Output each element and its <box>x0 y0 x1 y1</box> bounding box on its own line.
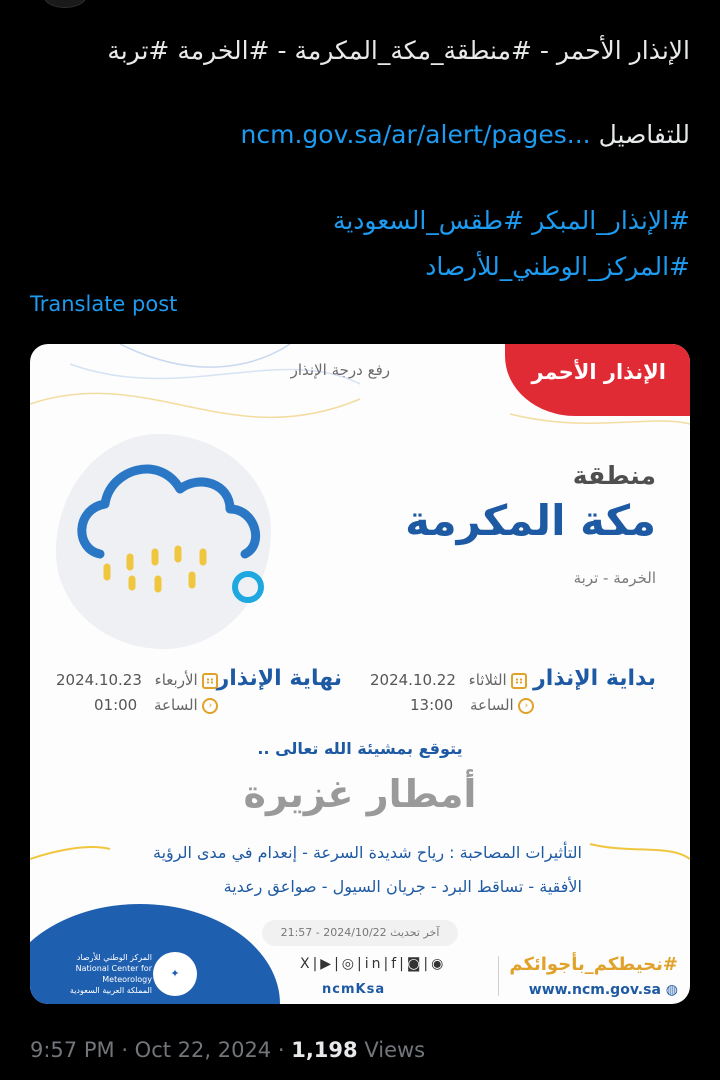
badge-label: الإنذار الأحمر <box>531 360 666 384</box>
end-date: 2024.10.23 <box>56 671 142 689</box>
hashtags-line-2[interactable]: #المركز_الوطني_للأرصاد <box>425 252 690 281</box>
calendar-icon <box>511 673 527 689</box>
end-date-row <box>56 671 218 689</box>
org-country: المملكة العربية السعودية <box>69 986 152 995</box>
end-time-label: الساعة <box>154 696 198 714</box>
globe-icon: ◍ <box>665 982 678 998</box>
calendar-icon <box>202 673 218 689</box>
clock-icon: › <box>518 698 534 714</box>
clock-icon: › <box>202 698 218 714</box>
social-handle: ncmKsa <box>322 982 386 997</box>
org-name-en: National Center for Meteorology <box>75 964 152 984</box>
start-date: 2024.10.22 <box>370 671 456 689</box>
effects-line-1: التأثيرات المصاحبة : رياح شديدة السرعة - إنعدام في مدى الرؤية <box>153 843 582 862</box>
raise-level-label: رفع درجة الإنذار <box>290 361 390 379</box>
expect-text: يتوقع بمشيئة الله تعالى .. <box>257 739 463 758</box>
tweet-details-line <box>241 120 690 149</box>
tweet-time[interactable]: 9:57 PM <box>30 1038 115 1062</box>
effects-line-2: الأفقية - تساقط البرد - جريان السيول - صواعق رعدية <box>223 877 582 896</box>
main-event: أمطار غزيرة <box>243 772 477 816</box>
website-text: www.ncm.gov.sa <box>528 982 661 998</box>
details-prefix: للتفاصيل <box>598 120 690 149</box>
last-updated-badge: آخر تحديث 2024/10/22 - 21:57 <box>262 920 458 946</box>
start-title: بداية الإنذار <box>533 666 656 691</box>
tweet-meta <box>30 1038 425 1062</box>
tweet-line-1: الإنذار الأحمر - #منطقة_مكة_المكرمة - #الخرمة #تربة <box>107 36 690 65</box>
alert-image-card[interactable] <box>30 344 690 1004</box>
translate-post-link[interactable]: Translate post <box>30 292 178 316</box>
org-name-ar: المركز الوطني للأرصاد <box>76 953 152 962</box>
end-time-row <box>94 696 218 714</box>
end-title: نهاية الإنذار <box>216 666 342 691</box>
avatar[interactable] <box>44 0 86 8</box>
website-label <box>529 982 678 998</box>
start-date-row <box>370 671 527 689</box>
hashtags-line-1[interactable]: #الإنذار_المبكر #طقس_السعودية <box>332 206 690 235</box>
start-day: الثلاثاء <box>468 671 507 689</box>
effects-text <box>112 836 582 904</box>
separator-dot: · <box>121 1038 135 1062</box>
start-time: 13:00 <box>410 696 454 714</box>
social-icons: X|▶|◎|in|f|◙|◉ <box>300 956 447 972</box>
brand-hashtag: #نحيطكم_بأجوائكم <box>509 954 678 975</box>
start-time-row <box>410 696 534 714</box>
end-time: 01:00 <box>94 696 138 714</box>
subregion: الخرمة - تربة <box>573 569 656 587</box>
end-day: الأربعاء <box>154 671 198 689</box>
views-label: Views <box>364 1038 426 1062</box>
divider <box>498 956 499 996</box>
views-count: 1,198 <box>291 1038 358 1062</box>
region-label: منطقة <box>572 461 656 490</box>
details-link[interactable]: ncm.gov.sa/ar/alert/pages... <box>240 120 591 149</box>
ncm-org-text <box>66 952 152 996</box>
region-name: مكة المكرمة <box>405 496 656 545</box>
separator-dot: · <box>277 1038 292 1062</box>
start-time-label: الساعة <box>470 696 514 714</box>
ncm-logo-icon: ✦ <box>153 952 197 996</box>
tweet-date[interactable]: Oct 22, 2024 <box>134 1038 272 1062</box>
rain-cloud-icon <box>70 449 280 619</box>
